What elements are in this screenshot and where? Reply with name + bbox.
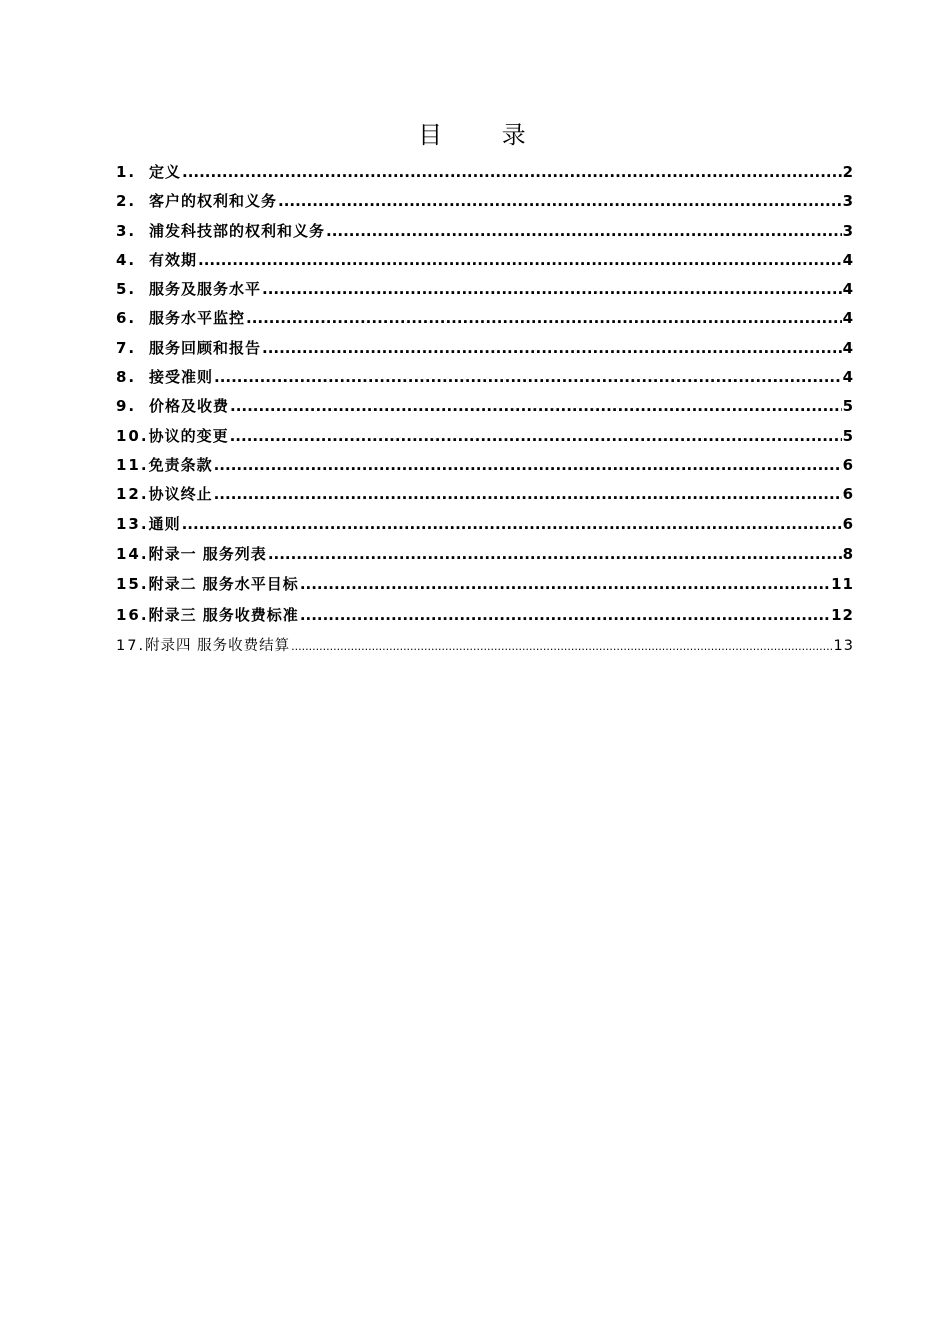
toc-entry-page: 5 (842, 426, 854, 445)
toc-entry[interactable] (116, 569, 854, 600)
toc-dot-leader (198, 246, 842, 275)
toc-entry-page: 4 (842, 368, 854, 387)
toc-dot-leader (230, 392, 842, 421)
toc-entry[interactable] (116, 510, 854, 539)
toc-entry-number: 3. (116, 221, 137, 240)
toc-entry-number: 16. (116, 606, 149, 625)
toc-entry-page: 5 (842, 397, 854, 416)
toc-dot-leader (214, 480, 842, 509)
toc-entry[interactable] (116, 480, 854, 509)
toc-entry-label: 协议的变更 (148, 426, 229, 445)
toc-entry[interactable] (116, 422, 854, 451)
toc-entry-label: 附录二 服务水平目标 (148, 575, 299, 594)
toc-dot-leader (326, 217, 842, 246)
toc-entry-label: 附录一 服务列表 (148, 544, 267, 563)
toc-entry[interactable] (116, 451, 854, 480)
toc-entry-label: 有效期 (149, 250, 198, 269)
toc-title: 目 录 (418, 121, 552, 149)
toc-dot-leader (246, 304, 842, 333)
toc-entry[interactable] (116, 246, 854, 275)
toc-entry-page: 12 (831, 606, 854, 625)
toc-dot-leader (300, 569, 830, 600)
toc-dot-leader (300, 600, 830, 631)
toc-entry-number: 5. (116, 280, 137, 299)
toc-entry-label: 附录四 服务收费结算 (145, 637, 291, 654)
toc-entry-label: 服务及服务水平 (149, 280, 262, 299)
toc-entry-label: 附录三 服务收费标准 (148, 606, 299, 625)
toc-entry-page: 6 (842, 485, 854, 504)
toc-entry-number: 4. (116, 250, 137, 269)
toc-entry-page: 4 (842, 338, 854, 357)
toc-entry-label: 协议终止 (148, 485, 213, 504)
toc-entry-number: 10. (116, 426, 149, 445)
toc-entry-page: 8 (842, 544, 854, 563)
toc-entry-page: 4 (842, 309, 854, 328)
toc-entry-label: 价格及收费 (149, 397, 230, 416)
toc-list (116, 158, 854, 661)
toc-entry-page: 4 (842, 250, 854, 269)
toc-entry[interactable] (116, 631, 854, 662)
toc-entry-number: 17. (116, 637, 146, 654)
toc-entry-page: 3 (842, 221, 854, 240)
toc-dot-leader (291, 631, 832, 663)
toc-dot-leader (278, 187, 842, 216)
toc-dot-leader (182, 158, 842, 187)
toc-entry-number: 7. (116, 338, 137, 357)
toc-entry-number: 13. (116, 514, 149, 533)
toc-entry[interactable] (116, 275, 854, 304)
toc-entry[interactable] (116, 158, 854, 187)
toc-entry[interactable] (116, 217, 854, 246)
toc-entry-number: 8. (116, 368, 137, 387)
toc-entry-page: 13 (833, 637, 854, 654)
toc-entry-number: 12. (116, 485, 149, 504)
toc-entry-number: 11. (116, 455, 149, 474)
toc-entry[interactable] (116, 539, 854, 570)
toc-dot-leader (262, 275, 842, 304)
toc-dot-leader (214, 451, 842, 480)
toc-entry-label: 接受准则 (149, 368, 214, 387)
toc-entry[interactable] (116, 392, 854, 421)
toc-entry-label: 通则 (148, 514, 181, 533)
toc-entry-number: 2. (116, 192, 137, 211)
toc-entry-label: 免责条款 (148, 455, 213, 474)
toc-entry-page: 4 (842, 280, 854, 299)
toc-dot-leader (262, 334, 842, 363)
toc-dot-leader (182, 510, 842, 539)
toc-entry[interactable] (116, 600, 854, 631)
toc-entry-label: 定义 (149, 163, 182, 181)
toc-dot-leader (268, 539, 842, 570)
toc-entry-number: 14. (116, 544, 149, 563)
toc-entry-number: 9. (116, 397, 137, 416)
toc-entry-page: 6 (842, 455, 854, 474)
toc-entry-page: 6 (842, 514, 854, 533)
toc-entry-page: 11 (831, 575, 854, 594)
toc-entry-label: 服务水平监控 (149, 309, 246, 328)
toc-entry-page: 3 (842, 192, 854, 211)
toc-entry-number: 1. (116, 163, 137, 181)
toc-entry[interactable] (116, 187, 854, 216)
toc-entry-label: 客户的权利和义务 (149, 192, 278, 211)
toc-entry-label: 浦发科技部的权利和义务 (149, 221, 326, 240)
toc-entry[interactable] (116, 334, 854, 363)
toc-entry[interactable] (116, 363, 854, 392)
toc-entry-number: 6. (116, 309, 137, 328)
toc-dot-leader (230, 422, 842, 451)
toc-entry[interactable] (116, 304, 854, 333)
toc-entry-label: 服务回顾和报告 (149, 338, 262, 357)
toc-entry-number: 15. (116, 575, 149, 594)
toc-dot-leader (214, 363, 842, 392)
toc-entry-page: 2 (842, 163, 854, 181)
